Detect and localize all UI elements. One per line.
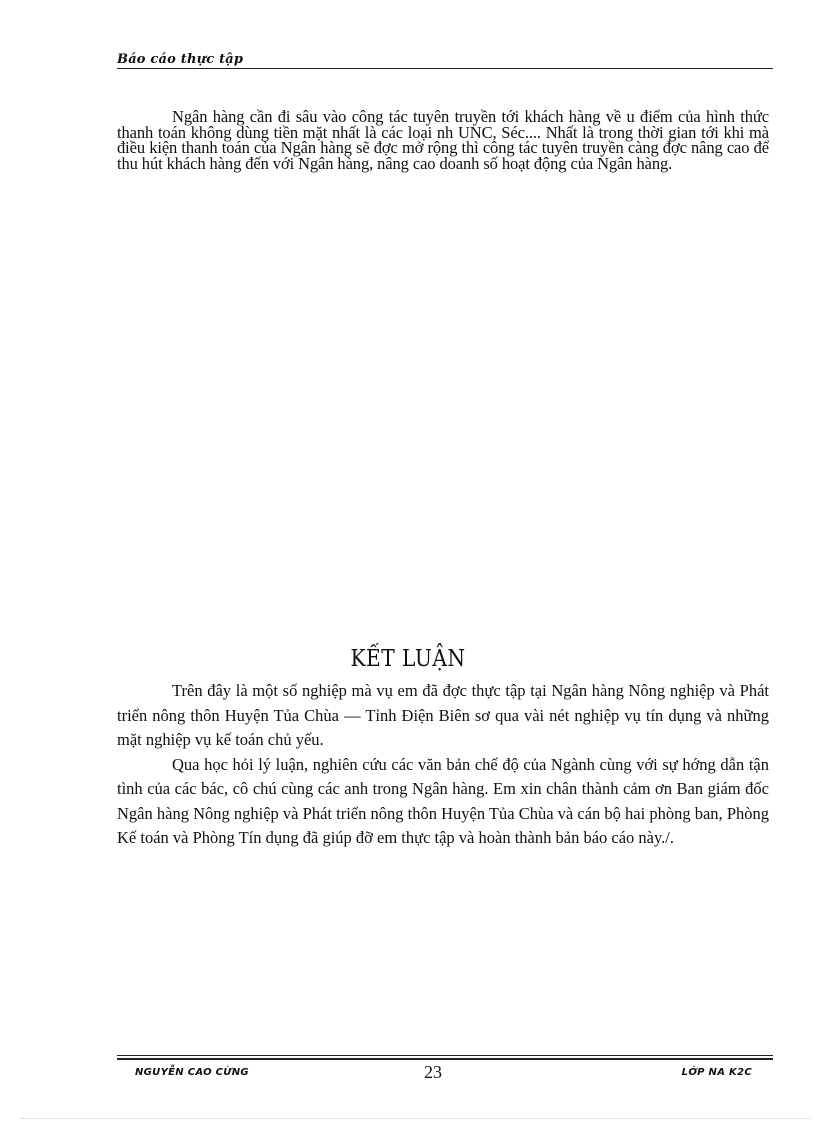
page-number: 23: [424, 1062, 442, 1082]
footer-author: NGUYỄN CAO CỪNG: [135, 1067, 249, 1078]
running-header-title: Báo cáo thực tập: [117, 52, 244, 67]
page-bottom-border: [20, 1118, 810, 1119]
intro-paragraph: Ngân hàng cần đi sâu vào công tác tuyên truyền tới khách hàng về u điểm của hình thức thanh toán không dùng tiền mặt nhất là các loại nh UNC, Séc.... Nhất là trong thời gian tới khi mà điều kiện thanh toán của Ngân hàng sẽ đợc mở rộng thì công tác tuyên truyền càng đợc nâng cao để thu hút khách hàng đến với Ngân hàng, nâng cao doanh số hoạt động của Ngân hàng.: [117, 107, 769, 173]
conclusion-paragraph: Trên đây là một số nghiệp mà vụ em đã đợc thực tập tại Ngân hàng Nông nghiệp và Phát triển nông thôn Huyện Tủa Chùa — Tỉnh Điện Biên sơ qua vài nét nghiệp vụ tín dụng và những mặt nghiệp vụ kế toán chủ yếu.: [117, 681, 769, 749]
section-heading: KẾT LUẬN: [350, 646, 466, 672]
footer-divider-thick: [117, 1058, 773, 1060]
header-divider: [117, 68, 773, 69]
footer-class-label: LỚP NA K2C: [681, 1067, 752, 1078]
conclusion-paragraph: Qua học hỏi lý luận, nghiên cứu các văn bản chế độ của Ngành cùng với sự hớng dẫn tận tình của các bác, cô chú cùng các anh trong Ngân hàng. Em xin chân thành cảm ơn Ban giám đốc Ngân hàng Nông nghiệp và Phát triển nông thôn Huyện Tủa Chùa và cán bộ hai phòng ban, Phòng Kế toán và Phòng Tín dụng đã giúp đỡ em thực tập và hoàn thành bản báo cáo này./.: [117, 754, 769, 847]
conclusion-body: [117, 679, 769, 851]
footer-divider: [117, 1055, 773, 1056]
